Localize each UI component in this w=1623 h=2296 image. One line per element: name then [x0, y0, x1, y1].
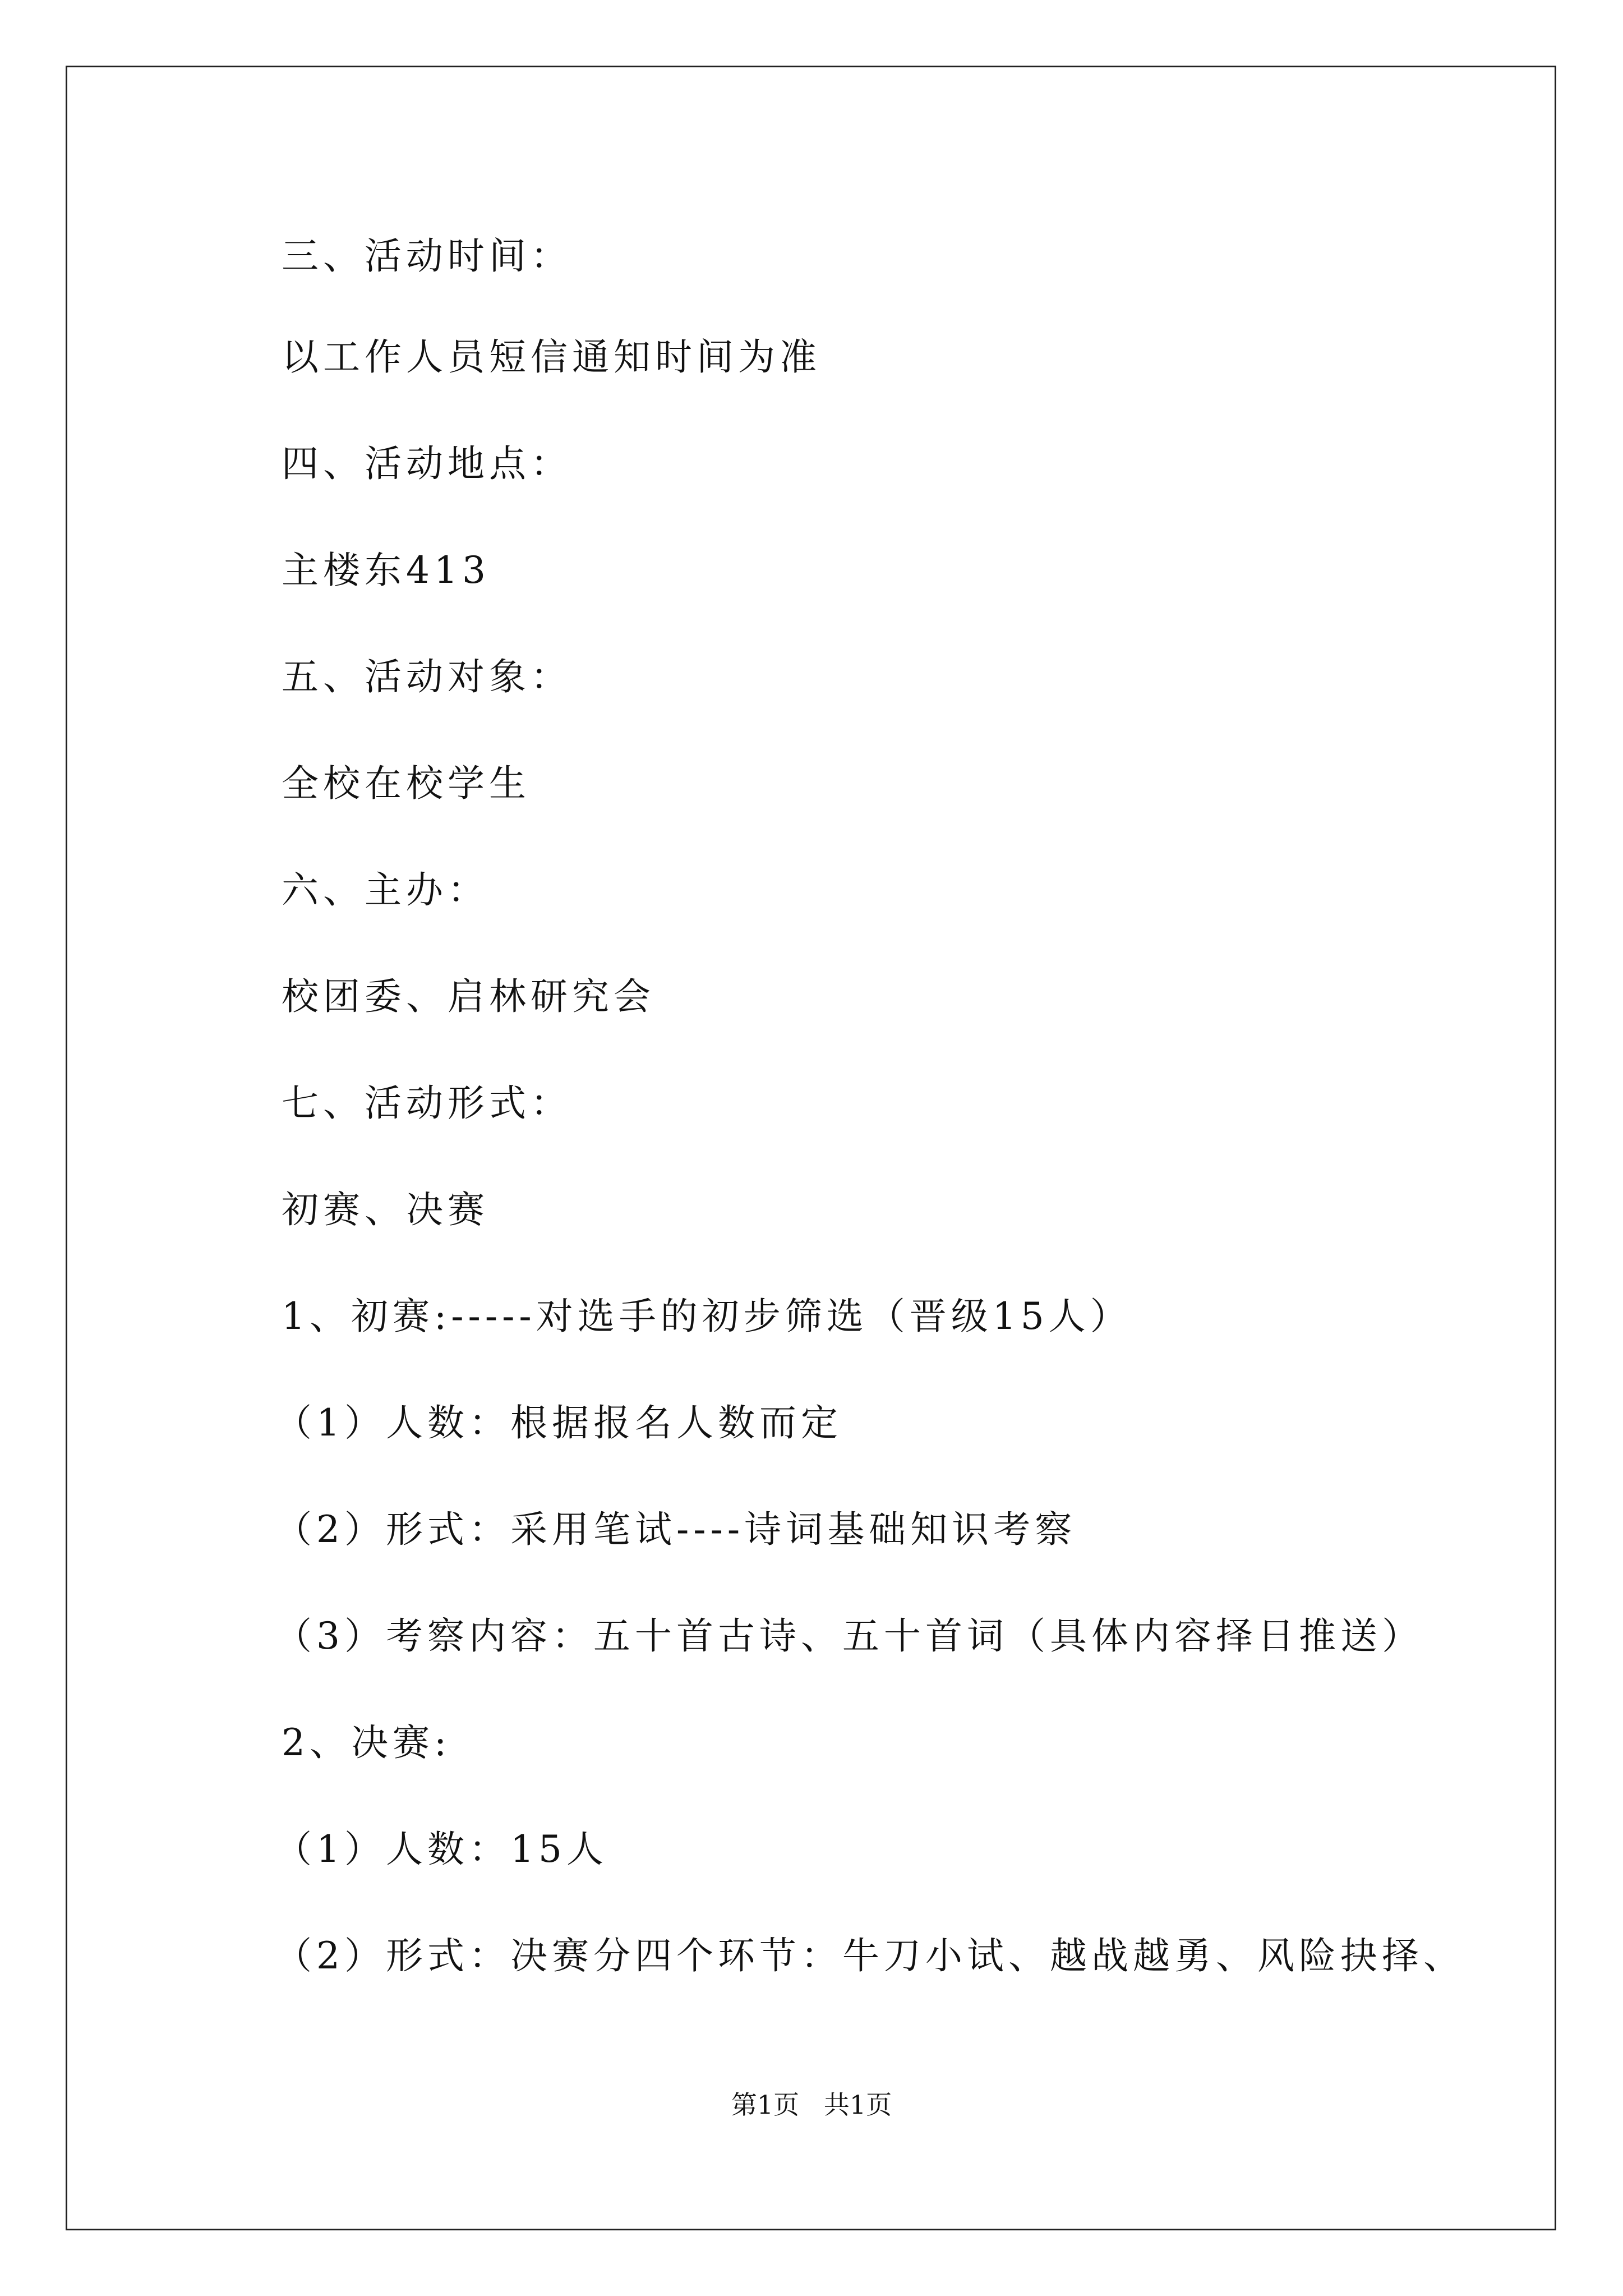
list-item-final-count: （1）人数：15人 — [275, 1828, 608, 1871]
paragraph-format: 初赛、决赛 — [282, 1188, 489, 1231]
list-item-preliminary-count: （1）人数：根据报名人数而定 — [275, 1401, 842, 1444]
list-item-preliminary-format: （2）形式：采用笔试----诗词基础知识考察 — [275, 1508, 1077, 1551]
page-footer: 第1页 共1页 — [731, 2090, 892, 2120]
section-heading-location: 四、活动地点： — [282, 442, 572, 485]
page-border — [66, 66, 1556, 2230]
paragraph-audience: 全校在校学生 — [282, 762, 531, 805]
paragraph-location: 主楼东413 — [282, 549, 490, 592]
paragraph-organizer: 校团委、启林研究会 — [282, 975, 655, 1018]
paragraph-time: 以工作人员短信通知时间为准 — [282, 335, 821, 379]
subheading-final: 2、决赛: — [282, 1721, 451, 1764]
section-heading-organizer: 六、主办： — [282, 868, 489, 912]
section-heading-time: 三、活动时间： — [282, 234, 572, 278]
section-heading-audience: 五、活动对象： — [282, 655, 572, 698]
list-item-final-format: （2）形式：决赛分四个环节：牛刀小试、越战越勇、风险抉择、 — [275, 1934, 1465, 1977]
section-heading-format: 七、活动形式： — [282, 1082, 572, 1125]
list-item-preliminary-content: （3）考察内容：五十首古诗、五十首词（具体内容择日推送） — [275, 1614, 1423, 1658]
subheading-preliminary: 1、初赛:-----对选手的初步筛选（晋级15人） — [282, 1295, 1132, 1338]
